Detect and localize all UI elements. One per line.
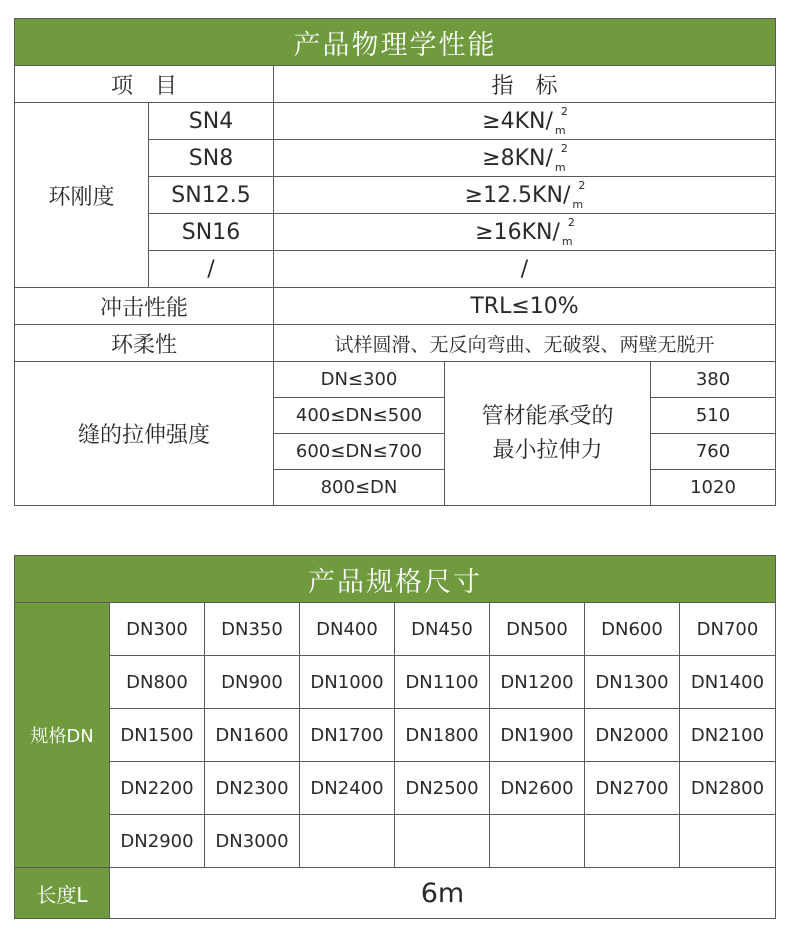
seam-middle-line2: 最小拉伸力 bbox=[492, 437, 603, 463]
ring-stiffness-label: 环刚度 bbox=[15, 103, 149, 288]
unit-exponent: 2 bbox=[560, 104, 568, 118]
value-text: ≥8KN/ bbox=[482, 145, 553, 171]
value-blank: / bbox=[274, 251, 776, 288]
seam-value-1: 380 bbox=[651, 362, 776, 398]
spec-cell: DN1000 bbox=[300, 656, 395, 709]
physical-properties-table bbox=[14, 18, 776, 506]
seam-value-3: 760 bbox=[651, 434, 776, 470]
spec-cell: DN1900 bbox=[490, 709, 585, 762]
seam-range-4: 800≤DN bbox=[274, 470, 445, 506]
spec-cell: DN400 bbox=[300, 603, 395, 656]
header-index: 指 标 bbox=[274, 66, 776, 103]
value-text: ≥16KN/ bbox=[475, 219, 560, 245]
spec-cell: DN1100 bbox=[395, 656, 490, 709]
grade-sn16: SN16 bbox=[149, 214, 274, 251]
flexibility-value: 试样圆滑、无反向弯曲、无破裂、两壁无脱开 bbox=[274, 325, 776, 362]
spec-cell: DN450 bbox=[395, 603, 490, 656]
unit-m2 bbox=[560, 215, 575, 248]
spec-cell: DN1200 bbox=[490, 656, 585, 709]
value-sn12-5 bbox=[274, 177, 776, 214]
spec-cell-empty bbox=[300, 815, 395, 868]
spec-cell: DN2100 bbox=[680, 709, 776, 762]
length-label: 长度L bbox=[15, 868, 110, 919]
unit-m: m bbox=[554, 160, 566, 174]
impact-value: TRL≤10% bbox=[274, 288, 776, 325]
spec-cell: DN2400 bbox=[300, 762, 395, 815]
spec-cell: DN300 bbox=[110, 603, 205, 656]
spec-cell: DN2600 bbox=[490, 762, 585, 815]
seam-value-2: 510 bbox=[651, 398, 776, 434]
unit-exponent: 2 bbox=[560, 141, 568, 155]
spec-cell: DN1400 bbox=[680, 656, 776, 709]
physical-title: 产品物理学性能 bbox=[15, 19, 776, 66]
spec-cell: DN2300 bbox=[205, 762, 300, 815]
seam-range-2: 400≤DN≤500 bbox=[274, 398, 445, 434]
seam-range-3: 600≤DN≤700 bbox=[274, 434, 445, 470]
grade-sn4: SN4 bbox=[149, 103, 274, 140]
spec-cell: DN500 bbox=[490, 603, 585, 656]
value-text: ≥12.5KN/ bbox=[464, 182, 571, 208]
spec-cell: DN700 bbox=[680, 603, 776, 656]
value-sn8 bbox=[274, 140, 776, 177]
spec-cell-empty bbox=[395, 815, 490, 868]
spec-cell-empty bbox=[585, 815, 680, 868]
spec-cell: DN2900 bbox=[110, 815, 205, 868]
seam-value-4: 1020 bbox=[651, 470, 776, 506]
spec-cell: DN350 bbox=[205, 603, 300, 656]
flexibility-label: 环柔性 bbox=[15, 325, 274, 362]
value-sn16 bbox=[274, 214, 776, 251]
spec-cell: DN2200 bbox=[110, 762, 205, 815]
unit-m: m bbox=[561, 234, 573, 248]
value-sn4 bbox=[274, 103, 776, 140]
unit-m: m bbox=[554, 123, 566, 137]
spec-cell: DN800 bbox=[110, 656, 205, 709]
spec-cell: DN1300 bbox=[585, 656, 680, 709]
spec-cell: DN1700 bbox=[300, 709, 395, 762]
spec-cell: DN2700 bbox=[585, 762, 680, 815]
seam-range-1: DN≤300 bbox=[274, 362, 445, 398]
unit-m: m bbox=[572, 197, 584, 211]
spec-cell: DN3000 bbox=[205, 815, 300, 868]
length-value: 6m bbox=[110, 868, 776, 919]
unit-exponent: 2 bbox=[567, 215, 575, 229]
grade-sn8: SN8 bbox=[149, 140, 274, 177]
impact-label: 冲击性能 bbox=[15, 288, 274, 325]
spec-cell: DN900 bbox=[205, 656, 300, 709]
value-text: ≥4KN/ bbox=[482, 108, 553, 134]
spec-cell: DN2800 bbox=[680, 762, 776, 815]
grade-sn12-5: SN12.5 bbox=[149, 177, 274, 214]
spec-cell-empty bbox=[490, 815, 585, 868]
spec-cell: DN600 bbox=[585, 603, 680, 656]
grade-blank: / bbox=[149, 251, 274, 288]
specifications-table bbox=[14, 555, 776, 919]
specs-title: 产品规格尺寸 bbox=[15, 556, 776, 603]
spec-cell: DN2500 bbox=[395, 762, 490, 815]
spec-cell: DN1500 bbox=[110, 709, 205, 762]
unit-m2 bbox=[570, 178, 586, 211]
header-item: 项 目 bbox=[15, 66, 274, 103]
spec-cell-empty bbox=[680, 815, 776, 868]
unit-m2 bbox=[553, 104, 568, 137]
unit-m2 bbox=[553, 141, 568, 174]
spec-cell: DN1600 bbox=[205, 709, 300, 762]
spec-dn-label: 规格DN bbox=[15, 603, 110, 868]
unit-exponent: 2 bbox=[578, 178, 586, 192]
spec-cell: DN1800 bbox=[395, 709, 490, 762]
seam-middle-line1: 管材能承受的 bbox=[481, 403, 614, 429]
seam-strength-label: 缝的拉伸强度 bbox=[15, 362, 274, 506]
spec-cell: DN2000 bbox=[585, 709, 680, 762]
seam-middle-text bbox=[445, 362, 651, 506]
